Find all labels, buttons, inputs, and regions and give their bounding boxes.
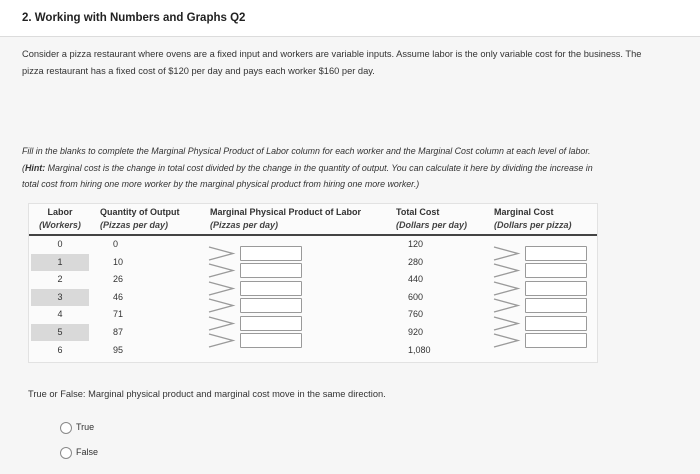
question-title: 2. Working with Numbers and Graphs Q2 xyxy=(22,12,246,24)
labor-cell: 4 xyxy=(57,309,63,319)
chevron-right-icon xyxy=(206,315,236,332)
header-total-cost: Total Cost (Dollars per day) xyxy=(396,207,468,230)
mpp-input[interactable] xyxy=(240,333,302,348)
total-cost-cell: 280 xyxy=(408,257,424,267)
hint-label: Hint: xyxy=(24,162,46,173)
radio-label: False xyxy=(76,447,99,457)
chevron-right-icon xyxy=(491,315,521,332)
radio-label: True xyxy=(76,422,95,432)
question-header xyxy=(0,0,700,37)
total-cost-cell: 440 xyxy=(408,274,424,284)
instructions-line-2: (Hint: Marginal cost is the change in total cost divided by the change in the quantity of output. You can calculate it here by dividing the increase in xyxy=(22,162,593,173)
labor-cell: 1 xyxy=(31,254,89,271)
true-false-question: True or False: Marginal physical product and marginal cost move in the same direction. xyxy=(28,389,386,399)
chevron-right-icon xyxy=(206,280,236,297)
instructions xyxy=(22,143,692,193)
quantity-cell: 10 xyxy=(113,257,124,267)
radio-button-icon[interactable] xyxy=(60,422,72,434)
quantity-cell: 0 xyxy=(113,239,119,249)
marginal-cost-input[interactable] xyxy=(525,263,587,278)
intro-line-1: Consider a pizza restaurant where ovens are a fixed input and workers are variable inputs. Assume labor is the only variable cost for the business. The xyxy=(22,49,642,59)
chevron-right-icon xyxy=(491,280,521,297)
marginal-cost-input[interactable] xyxy=(525,333,587,348)
labor-cell: 6 xyxy=(57,345,63,355)
chevron-right-icon xyxy=(206,262,236,279)
chevron-right-icon xyxy=(491,332,521,349)
labor-cell: 0 xyxy=(57,239,63,249)
labor-cell: 2 xyxy=(57,274,63,284)
quantity-cell: 87 xyxy=(113,327,124,337)
radio-button-icon[interactable] xyxy=(60,447,72,459)
header-quantity: Quantity of Output (Pizzas per day) xyxy=(100,207,180,230)
total-cost-cell: 760 xyxy=(408,309,424,319)
chevron-right-icon xyxy=(491,262,521,279)
quantity-cell: 26 xyxy=(113,274,124,284)
total-cost-cell: 600 xyxy=(408,292,424,302)
chevron-right-icon xyxy=(491,297,521,314)
instructions-line-3: total cost from hiring one more worker by the marginal physical product from hiring one more worker.) xyxy=(22,179,420,189)
marginal-cost-input[interactable] xyxy=(525,316,587,331)
mpp-input[interactable] xyxy=(240,246,302,261)
labor-cell: 5 xyxy=(31,324,89,341)
mpp-input[interactable] xyxy=(240,263,302,278)
total-cost-cell: 120 xyxy=(408,239,424,249)
instructions-line-1: Fill in the blanks to complete the Marginal Physical Product of Labor column for each worker and the Marginal Cost column at each level of labor. xyxy=(22,146,591,156)
quantity-cell: 46 xyxy=(113,292,124,302)
problem-intro xyxy=(22,46,697,80)
chevron-right-icon xyxy=(206,332,236,349)
labor-cell: 3 xyxy=(31,289,89,306)
marginal-cost-input[interactable] xyxy=(525,298,587,313)
marginal-cost-input[interactable] xyxy=(525,246,587,261)
hint-text: Marginal cost is the change in total cost divided by the change in the quantity of output. You can calculate it here by dividing the increase in xyxy=(45,162,593,173)
quantity-cell: 95 xyxy=(113,345,124,355)
chevron-right-icon xyxy=(491,245,521,262)
chevron-right-icon xyxy=(206,245,236,262)
intro-line-2: pizza restaurant has a fixed cost of $120 per day and pays each worker $160 per day. xyxy=(22,66,375,76)
mpp-input[interactable] xyxy=(240,316,302,331)
mpp-input[interactable] xyxy=(240,298,302,313)
total-cost-cell: 1,080 xyxy=(408,345,431,355)
header-mpp: Marginal Physical Product of Labor (Pizzas per day) xyxy=(210,207,362,230)
header-marginal-cost: Marginal Cost (Dollars per pizza) xyxy=(494,207,572,230)
total-cost-cell: 920 xyxy=(408,327,424,337)
mpp-input[interactable] xyxy=(240,281,302,296)
chevron-right-icon xyxy=(206,297,236,314)
marginal-cost-input[interactable] xyxy=(525,281,587,296)
quantity-cell: 71 xyxy=(113,309,124,319)
cost-table xyxy=(28,203,598,363)
header-labor: Labor (Workers) xyxy=(39,207,81,230)
